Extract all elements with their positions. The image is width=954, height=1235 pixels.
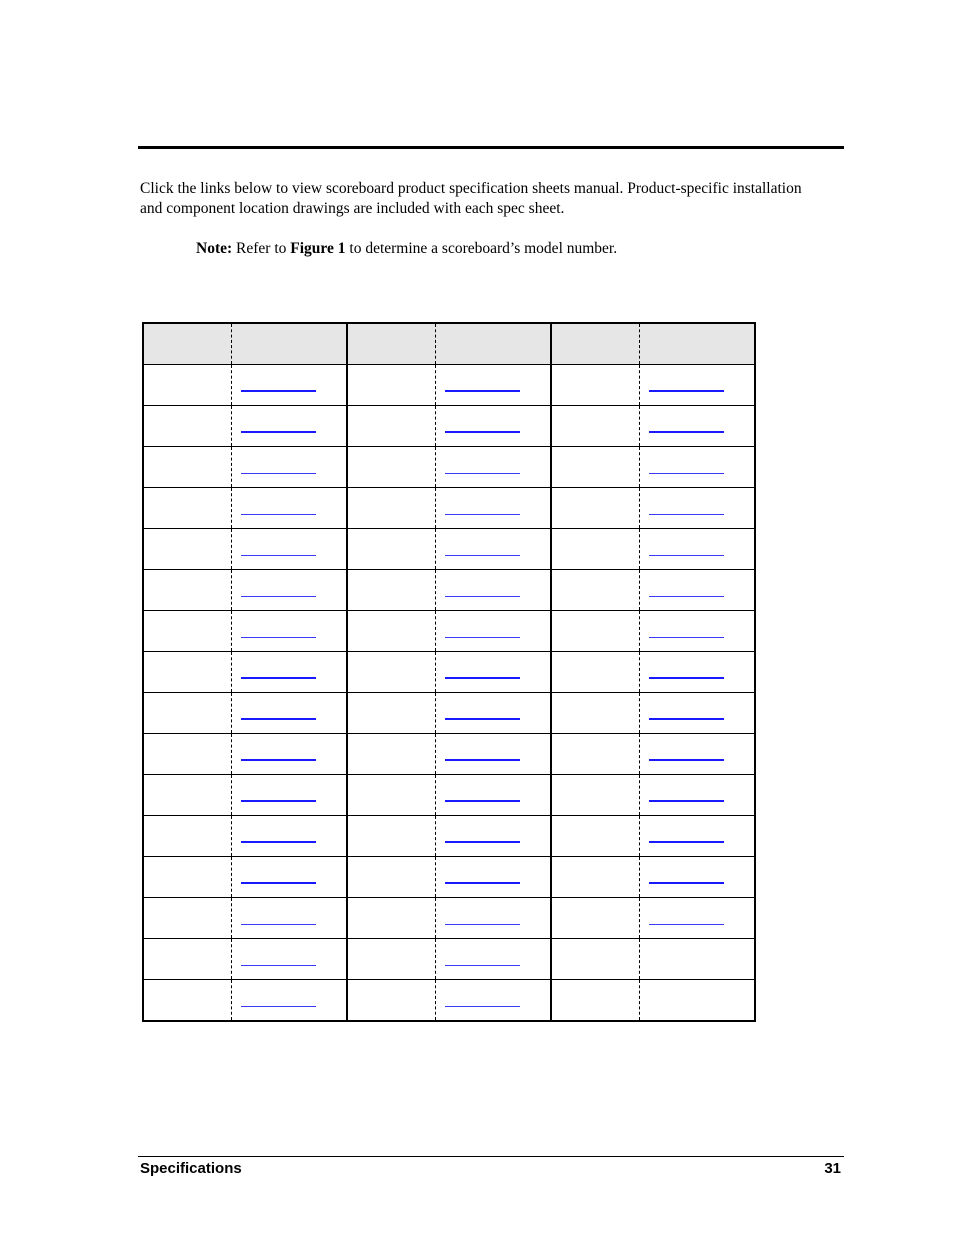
model-cell [143,939,232,980]
model-cell [143,980,232,1022]
spec-sheet-link[interactable] [445,473,520,474]
spec-sheet-link[interactable] [649,759,724,761]
link-cell [232,775,348,816]
link-cell [436,980,552,1022]
note-pre: Refer to [232,240,291,257]
model-cell [347,980,436,1022]
model-cell [143,447,232,488]
spec-sheet-link[interactable] [241,718,316,720]
link-cell [436,406,552,447]
table-row [143,529,755,570]
table-row [143,898,755,939]
spec-sheet-link[interactable] [445,718,520,720]
spec-sheet-link[interactable] [241,473,316,474]
model-cell [551,980,640,1022]
model-cell [143,898,232,939]
model-cell [347,693,436,734]
model-cell [143,734,232,775]
spec-sheet-link[interactable] [241,390,316,392]
link-cell [232,652,348,693]
model-cell [551,734,640,775]
spec-sheet-link[interactable] [649,677,724,679]
figure-reference[interactable]: Figure 1 [290,240,346,257]
link-cell [640,529,756,570]
link-cell [436,693,552,734]
spec-sheet-link[interactable] [649,800,724,802]
top-rule [138,146,844,149]
spec-sheet-link[interactable] [241,924,316,925]
note-label: Note: [196,240,233,257]
link-cell [640,939,756,980]
link-cell [436,898,552,939]
spec-sheet-link[interactable] [241,882,316,884]
spec-sheet-link[interactable] [649,390,724,392]
spec-sheet-link[interactable] [241,514,316,515]
model-cell [143,488,232,529]
link-cell [436,365,552,406]
model-cell [551,529,640,570]
spec-sheet-link[interactable] [241,759,316,761]
spec-sheet-link[interactable] [649,882,724,884]
spec-sheet-link[interactable] [241,431,316,433]
spec-sheet-link[interactable] [649,431,724,433]
link-cell [436,570,552,611]
link-cell [640,816,756,857]
spec-sheet-link[interactable] [445,965,520,966]
spec-sheet-link[interactable] [241,1006,316,1007]
table-row [143,939,755,980]
spec-sheet-link[interactable] [649,514,724,515]
model-cell [143,652,232,693]
spec-sheet-link[interactable] [649,473,724,474]
model-cell [347,898,436,939]
table-row [143,775,755,816]
model-cell [347,652,436,693]
footer-section-title: Specifications [140,1160,242,1177]
model-cell [347,570,436,611]
link-cell [232,447,348,488]
model-cell [143,857,232,898]
model-cell [551,775,640,816]
link-cell [640,406,756,447]
header-model-1 [143,323,232,365]
footer-page-number: 31 [824,1160,841,1177]
link-cell [640,775,756,816]
link-cell [232,898,348,939]
model-cell [347,775,436,816]
link-cell [232,734,348,775]
link-cell [436,611,552,652]
table-row [143,816,755,857]
table-row [143,980,755,1022]
link-cell [640,652,756,693]
model-cell [347,939,436,980]
table-row [143,734,755,775]
model-cell [551,652,640,693]
spec-sheet-link[interactable] [445,1006,520,1007]
spec-sheet-link[interactable] [649,841,724,843]
spec-sheet-link[interactable] [445,677,520,679]
spec-sheet-link[interactable] [241,677,316,679]
table-row [143,652,755,693]
link-cell [232,693,348,734]
model-cell [551,857,640,898]
link-cell [232,406,348,447]
spec-sheet-link[interactable] [445,390,520,392]
link-cell [232,611,348,652]
model-cell [347,816,436,857]
link-cell [640,365,756,406]
note-line [196,239,617,259]
spec-sheet-link[interactable] [649,718,724,720]
table-row [143,488,755,529]
link-cell [640,857,756,898]
link-cell [436,652,552,693]
spec-sheet-link[interactable] [649,637,724,638]
model-cell [551,365,640,406]
header-model-3 [551,323,640,365]
table-row [143,365,755,406]
model-cell [551,570,640,611]
link-cell [232,529,348,570]
header-model-2 [347,323,436,365]
spec-sheet-link[interactable] [241,555,316,556]
link-cell [640,611,756,652]
note-post: to determine a scoreboard’s model number. [345,240,618,257]
link-cell [436,734,552,775]
table-row [143,570,755,611]
model-cell [347,488,436,529]
footer-rule [138,1156,844,1157]
spec-sheet-link[interactable] [445,514,520,515]
link-cell [640,693,756,734]
link-cell [436,488,552,529]
spec-sheet-link[interactable] [241,841,316,843]
link-cell [640,488,756,529]
model-cell [551,898,640,939]
link-cell [436,447,552,488]
model-cell [551,611,640,652]
model-cell [551,447,640,488]
model-cell [143,693,232,734]
model-cell [551,693,640,734]
model-cell [551,406,640,447]
spec-sheet-link[interactable] [241,965,316,966]
model-cell [143,570,232,611]
table-row [143,406,755,447]
model-cell [347,857,436,898]
table-header-row [143,323,755,365]
model-cell [551,816,640,857]
table-row [143,857,755,898]
link-cell [232,816,348,857]
link-cell [436,775,552,816]
table-row [143,693,755,734]
link-cell [232,939,348,980]
table-row [143,447,755,488]
link-cell [232,570,348,611]
model-cell [347,406,436,447]
header-link-1 [232,323,348,365]
spec-sheet-link[interactable] [445,759,520,761]
spec-sheet-link[interactable] [241,800,316,802]
spec-sheet-link[interactable] [649,555,724,556]
link-cell [436,816,552,857]
link-cell [232,488,348,529]
spec-sheet-link[interactable] [445,882,520,884]
model-cell [143,529,232,570]
link-cell [436,529,552,570]
model-cell [143,406,232,447]
model-cell [143,775,232,816]
link-cell [436,857,552,898]
spec-sheet-link[interactable] [649,924,724,925]
model-cell [551,488,640,529]
spec-sheet-link[interactable] [241,637,316,638]
model-cell [551,939,640,980]
spec-sheet-link[interactable] [445,555,520,556]
spec-sheet-link[interactable] [445,596,520,597]
link-cell [232,857,348,898]
model-cell [347,365,436,406]
header-link-2 [436,323,552,365]
spec-sheet-table [142,322,756,1022]
spec-sheet-link[interactable] [241,596,316,597]
link-cell [640,898,756,939]
spec-sheet-link[interactable] [445,431,520,433]
link-cell [640,570,756,611]
spec-sheet-link[interactable] [445,637,520,638]
spec-sheet-link[interactable] [649,596,724,597]
link-cell [640,734,756,775]
model-cell [347,529,436,570]
intro-paragraph: Click the links below to view scoreboard product specification sheets manual. Product-specific installation and component location drawings are included with each spec sheet. [140,180,802,217]
link-cell [436,939,552,980]
spec-sheet-link[interactable] [445,924,520,925]
table-row [143,611,755,652]
model-cell [143,611,232,652]
spec-sheet-link[interactable] [445,841,520,843]
link-cell [232,980,348,1022]
model-cell [347,734,436,775]
link-cell [640,980,756,1022]
model-cell [143,365,232,406]
model-cell [347,611,436,652]
link-cell [232,365,348,406]
link-cell [640,447,756,488]
spec-sheet-link[interactable] [445,800,520,802]
header-link-3 [640,323,756,365]
model-cell [347,447,436,488]
model-cell [143,816,232,857]
